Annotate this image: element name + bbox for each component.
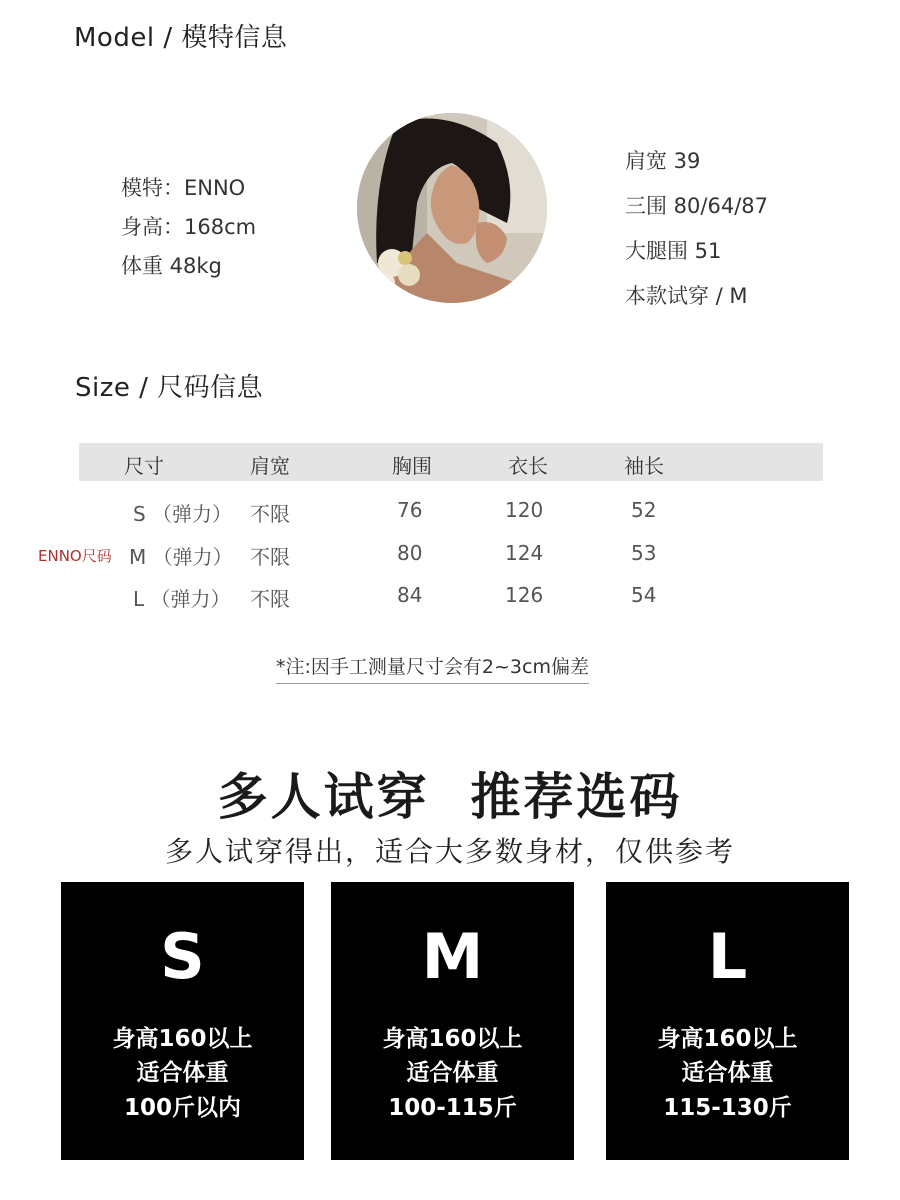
row-m-size: M （弹力） — [129, 545, 233, 569]
model-section-title: Model / 模特信息 — [74, 23, 288, 53]
size-table-header — [79, 443, 823, 481]
size-section-title: Size / 尺码信息 — [75, 373, 264, 403]
model-name: 模特：ENNO — [121, 176, 246, 200]
header-chest: 胸围 — [392, 454, 432, 478]
card-size-letter: S — [160, 920, 205, 993]
row-l-shoulder: 不限 — [250, 587, 290, 611]
model-photo-image — [357, 113, 547, 303]
row-m-sleeve: 53 — [631, 541, 657, 565]
card-height-line: 身高160以上 — [657, 1026, 798, 1052]
size-card-s — [61, 882, 304, 1160]
row-m-length: 124 — [505, 541, 544, 565]
card-weight-label: 适合体重 — [681, 1060, 774, 1086]
row-l-size: L （弹力） — [133, 587, 231, 611]
row-l-sleeve: 54 — [631, 583, 657, 607]
card-weight-range: 115-130斤 — [663, 1095, 792, 1121]
header-length: 衣长 — [508, 454, 548, 478]
model-tried-size: 本款试穿 / M — [625, 284, 748, 308]
row-s-sleeve: 52 — [631, 498, 657, 522]
card-size-letter: M — [421, 920, 484, 993]
card-weight-range: 100斤以内 — [123, 1095, 241, 1121]
recommend-subtitle: 多人试穿得出，适合大多数身材，仅供参考 — [164, 835, 735, 868]
header-sleeve: 袖长 — [624, 454, 664, 478]
model-weight: 体重 48kg — [121, 254, 222, 278]
measurement-note: *注:因手工测量尺寸会有2~3cm偏差 — [276, 652, 589, 684]
row-s-size: S （弹力） — [133, 502, 233, 526]
card-weight-range: 100-115斤 — [388, 1095, 517, 1121]
row-m-shoulder: 不限 — [250, 545, 290, 569]
size-card-m — [331, 882, 574, 1160]
card-weight-label: 适合体重 — [406, 1060, 499, 1086]
row-s-chest: 76 — [397, 498, 423, 522]
recommend-title: 多人试穿 推荐选码 — [217, 768, 683, 826]
model-thigh: 大腿围 51 — [625, 239, 722, 263]
card-size-letter: L — [707, 920, 748, 993]
card-height-line: 身高160以上 — [112, 1026, 253, 1052]
model-avatar — [357, 113, 547, 303]
model-measurements: 三围 80/64/87 — [625, 194, 768, 218]
row-l-length: 126 — [505, 583, 544, 607]
size-card-l — [606, 882, 849, 1160]
row-s-shoulder: 不限 — [250, 502, 290, 526]
model-height: 身高：168cm — [121, 215, 257, 239]
header-size: 尺寸 — [124, 454, 164, 478]
row-l-chest: 84 — [397, 583, 423, 607]
row-m-chest: 80 — [397, 541, 423, 565]
header-shoulder: 肩宽 — [250, 454, 290, 478]
enno-size-tag: ENNO尺码 — [38, 547, 112, 565]
card-weight-label: 适合体重 — [136, 1060, 229, 1086]
model-shoulder: 肩宽 39 — [625, 149, 701, 173]
row-s-length: 120 — [505, 498, 544, 522]
card-height-line: 身高160以上 — [382, 1026, 523, 1052]
